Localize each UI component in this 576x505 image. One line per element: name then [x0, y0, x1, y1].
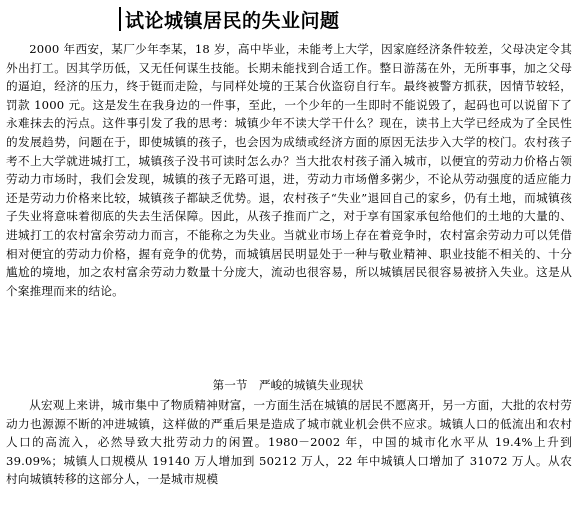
paragraph: 从宏观上来讲，城市集中了物质精神财富，一方面生活在城镇的居民不愿离开，另一方面，大批的农村劳动力也源源不断的冲进城镇，这样做的严重后果是造成了城市就业机会供不应求。城镇人口的低流出和农村人口的高流入，必然导致大批劳动力的闲置。1980－2002 年，中国的城市化水平从 19.4%上升到 39.09%；城镇人口规模从 19140 万人增加到 50212 万人，22 年中城镇人口增加了 31072 万人。从农村向城镇转移的这部分人，一是城市规模: [6, 398, 572, 487]
paragraph: 2000 年西安，某厂少年李某，18 岁，高中毕业，未能考上大学，因家庭经济条件较差，父母决定令其外出打工。因其学历低，又无任何谋生技能。长期未能找到合适工作。整日游荡在外，无所事事，加之父母的逼迫，经济的压力，终于铤而走险，与同样处境的王某合伙盗窃自行车。最终被警方抓获，因情节较轻，罚款 1000 元。这是发生在我身边的一件事，至此，一个少年的一生即时不能说毁了，起码也可以说留下了永难抹去的污点。这件事引发了我的思考：城镇少年不读大学干什么？现在，读书上大学已经成为了全民性的发展趋势，问题在于，即使城镇的孩子，也会因为成绩或经济方面的原因无法步入大学的校门。农村孩子考不上大学就进城打工，城镇孩子没书可读时怎么办？当大批农村孩子涌入城市，以便宜的劳动力价格占领劳动力市场时，我们会发现，城镇的孩子无路可退，进，劳动力市场僧多粥少，不论从劳动强度的适应能力还是劳动力价格来比较，城镇孩子都缺乏优势。退，农村孩子“失业”退回自己的家乡，仍有土地，而城镇孩子失业将意味着彻底的失去生活保障。因此，从孩子推而广之，对于享有国家承包给他们的土地的大量的、进城打工的农村富余劳动力而言，不能称之为失业。当就业市场上存在着竞争时，农村富余劳动力可以凭借相对便宜的劳动力价格，握有竞争的优势，而城镇居民明显处于一种与敬业精神、职业技能不相关的、十分尴尬的境地，加之农村富余劳动力数量十分庞大，流动也很容易，所以城镇居民很容易被挤入失业。这是从个案推理而来的结论。: [6, 42, 572, 298]
document-body: [6, 40, 572, 300]
title-marker: [119, 7, 121, 31]
document-body-continued: [6, 396, 572, 489]
section-heading: 第一节 严峻的城镇失业现状: [212, 378, 364, 392]
document-title: 试论城镇居民的失业问题: [125, 9, 340, 32]
title-bar: [119, 6, 340, 32]
